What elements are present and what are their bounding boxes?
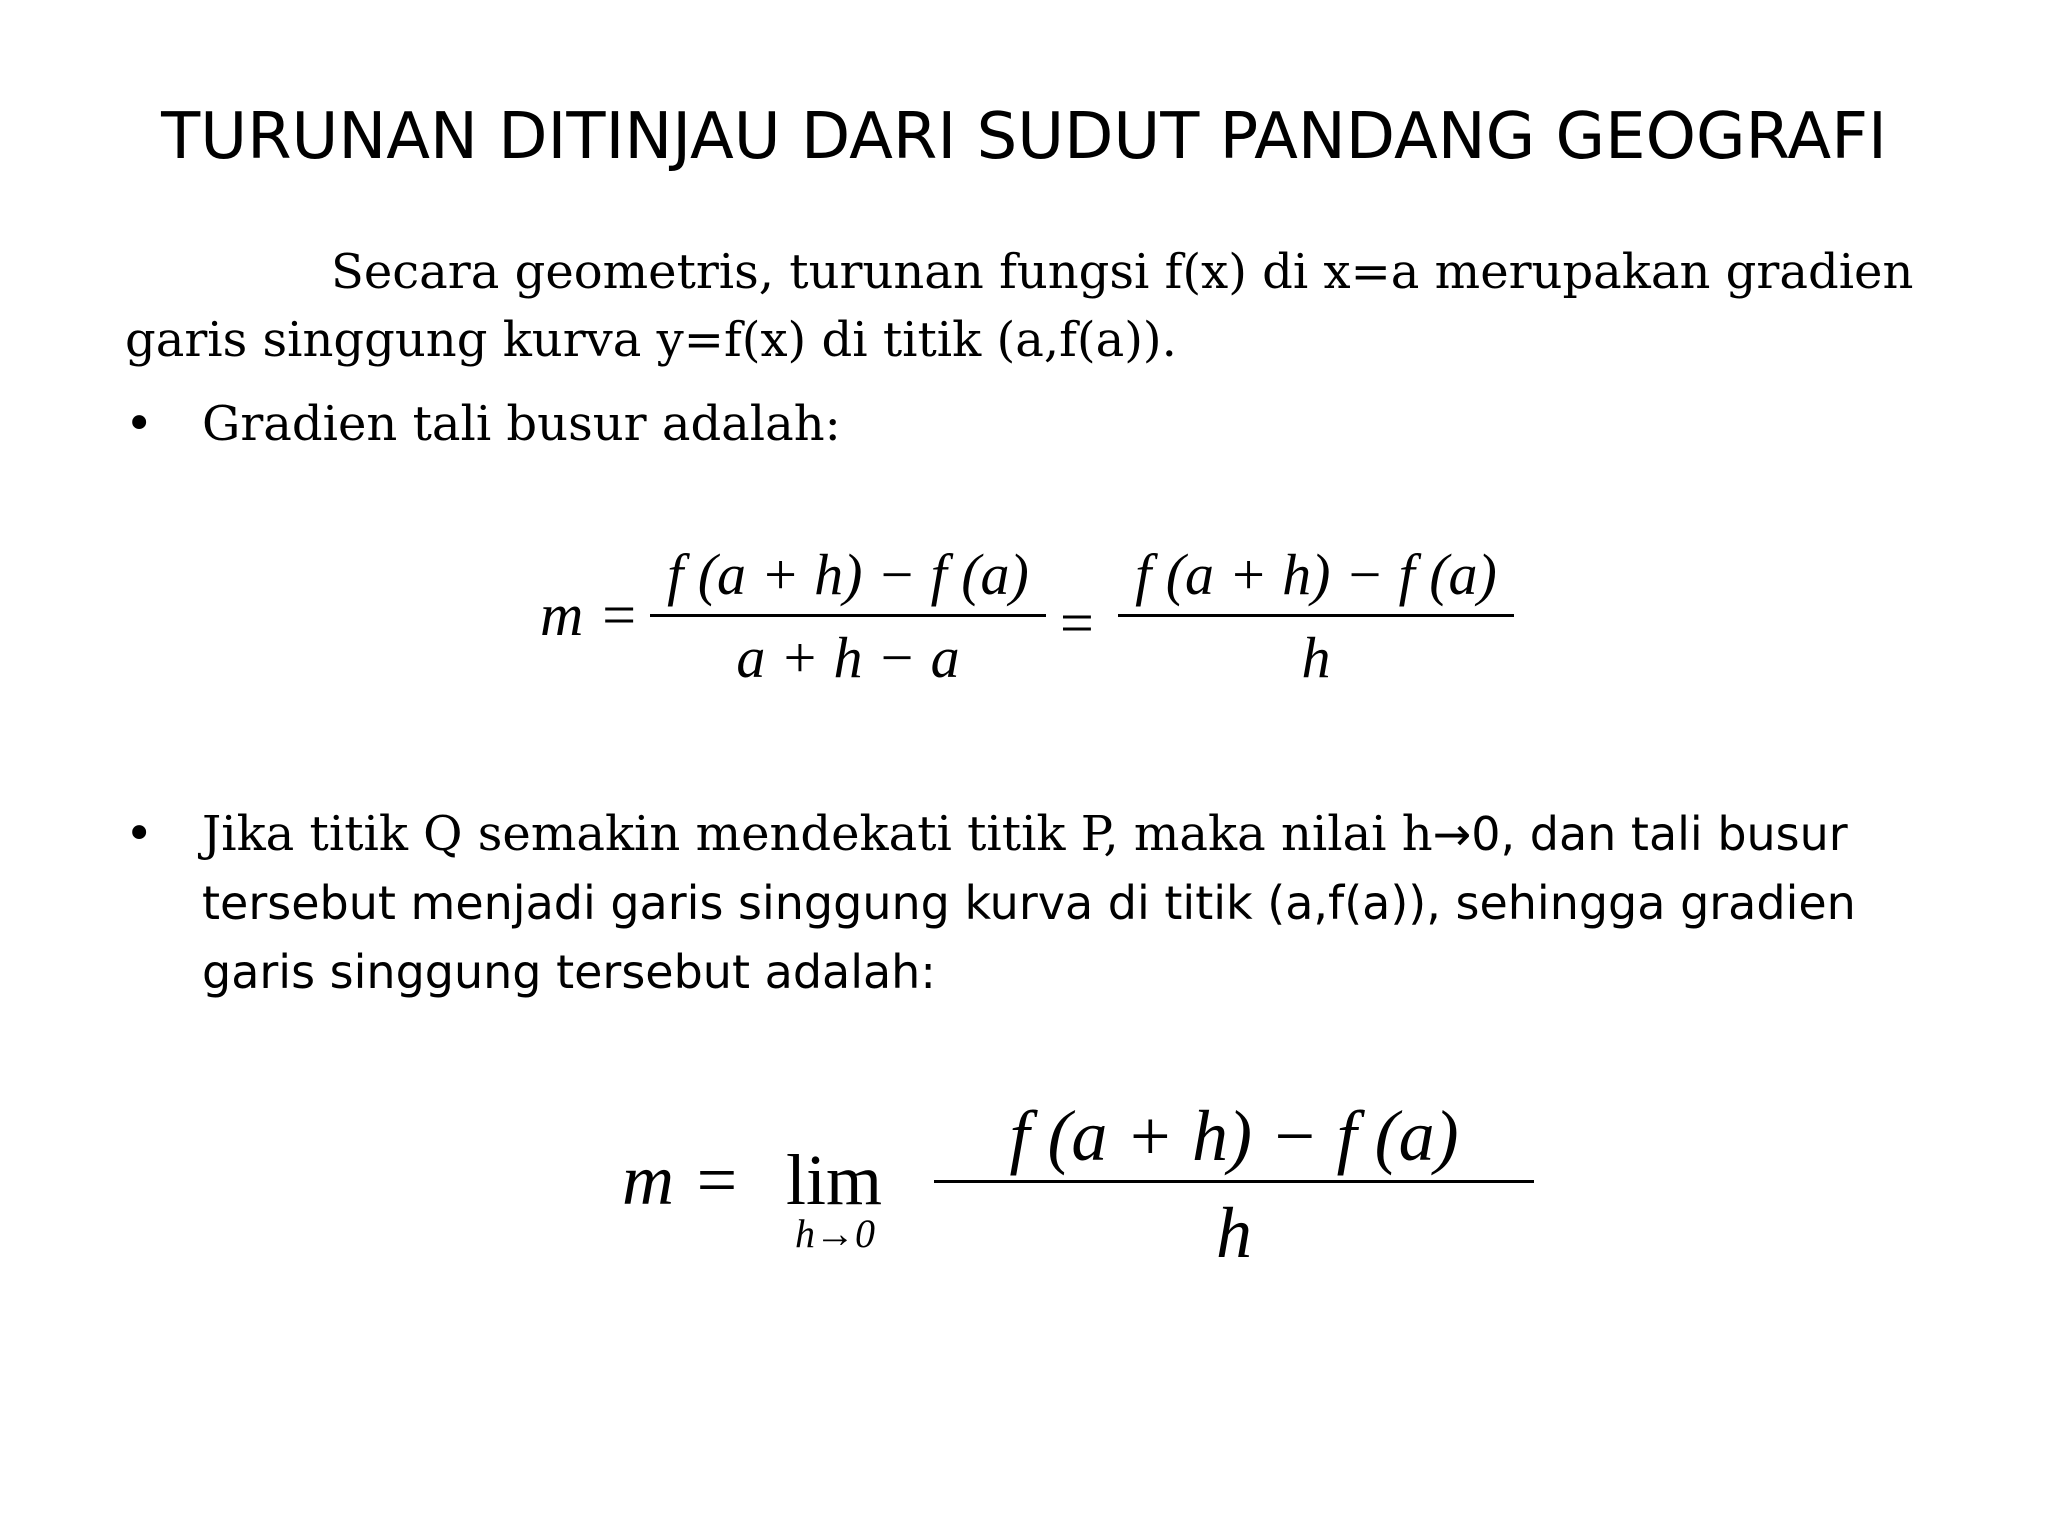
bullet-marker-2: • <box>125 806 154 862</box>
fraction-bar <box>934 1180 1534 1183</box>
slide-title: TURUNAN DITINJAU DARI SUDUT PANDANG GEOGRAFI <box>161 100 1887 174</box>
bullet-2-line-1-sans: →0, dan tali busur <box>1432 807 1848 861</box>
formula1-fraction-2-denominator: h <box>1301 625 1331 690</box>
intro-line-1: Secara geometris, turunan fungsi f(x) di x=a merupakan gradien <box>331 244 1914 300</box>
formula2-fraction-numerator: f (a + h) − f (a) <box>1009 1096 1459 1176</box>
bullet-2-line-1-serif: Jika titik Q semakin mendekati titik P, maka nilai h <box>202 806 1433 862</box>
intro-line-2: garis singgung kurva y=f(x) di titik (a,f(a)). <box>125 312 1177 368</box>
formula1-fraction-1-denominator: a + h − a <box>736 625 960 690</box>
bullet-text-1: Gradien tali busur adalah: <box>202 396 841 452</box>
formula2-lim: lim <box>786 1140 883 1220</box>
formula1-equals: = <box>1060 590 1094 656</box>
formula2-fraction <box>934 1094 1534 1275</box>
bullet-2-line-2: tersebut menjadi garis singgung kurva di titik (a,f(a)), sehingga gradien <box>202 876 1856 930</box>
formula1-fraction-1-numerator: f (a + h) − f (a) <box>667 542 1029 607</box>
bullet-marker-1: • <box>125 396 154 452</box>
bullet-2-line-3: garis singgung tersebut adalah: <box>202 945 936 999</box>
formula1-fraction-2-numerator: f (a + h) − f (a) <box>1135 542 1497 607</box>
formula1-lhs: m = <box>540 582 639 648</box>
formula2-lhs: m = <box>622 1140 741 1220</box>
formula2-lim-subscript: h→0 <box>795 1211 875 1256</box>
formula2-fraction-denominator: h <box>1216 1193 1252 1273</box>
